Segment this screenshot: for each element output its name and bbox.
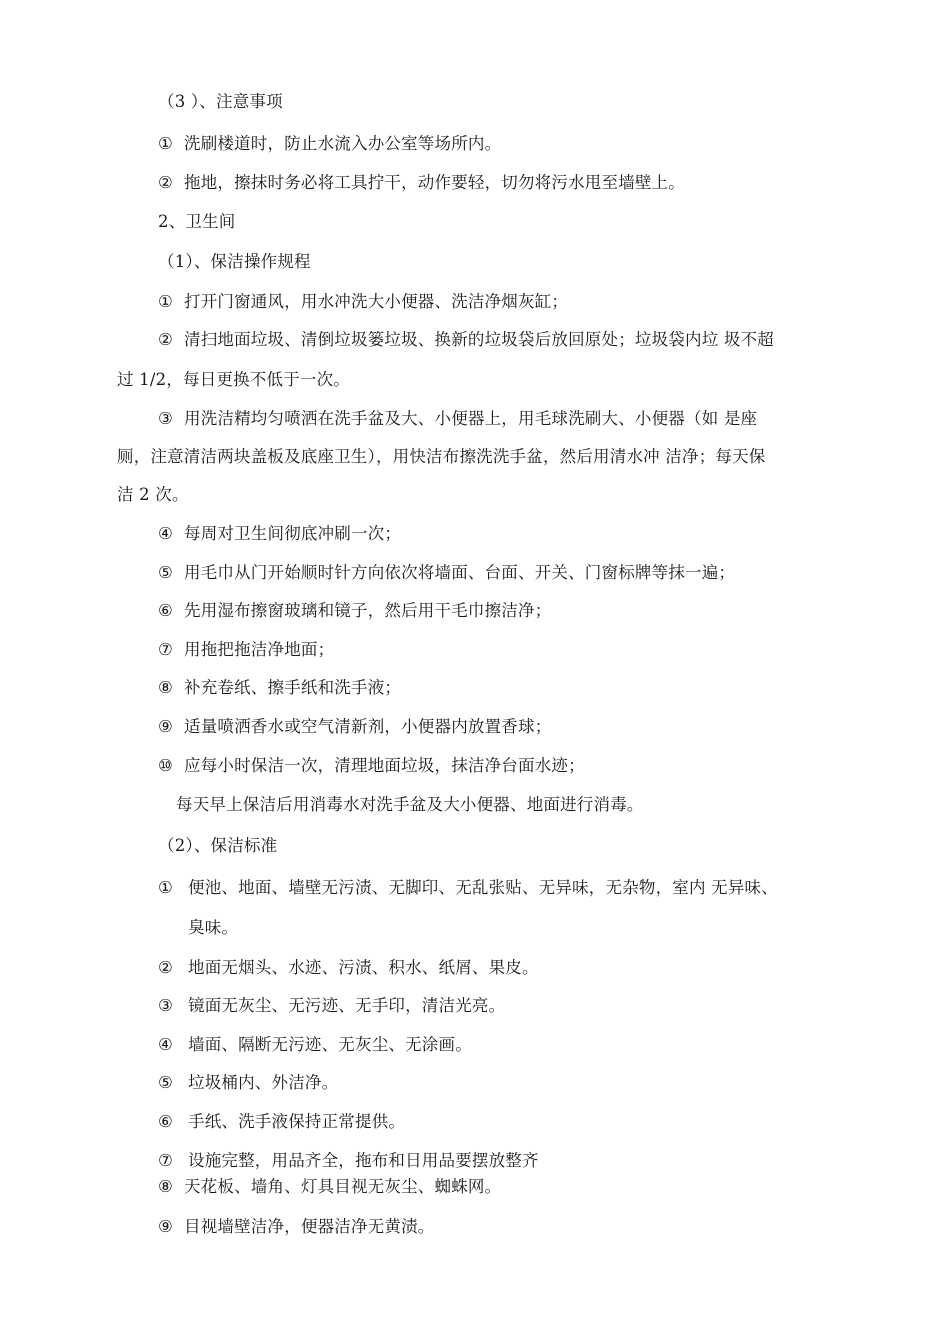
item-text: 洗刷楼道时，防止水流入办公室等场所内。 bbox=[184, 134, 502, 153]
list-item bbox=[158, 996, 505, 1016]
list-item bbox=[158, 1151, 539, 1171]
list-item-continuation: 厕，注意清洁两块盖板及底座卫生），用快洁布擦洗洗手盆，然后用清水冲 洁净；每天保 bbox=[117, 447, 766, 466]
list-item bbox=[158, 1177, 501, 1197]
list-item bbox=[158, 330, 774, 350]
item-text: 目视墙壁洁净，便器洁净无黄渍。 bbox=[184, 1217, 435, 1236]
item-text: 便池、地面、墙壁无污渍、无脚印、无乱张贴、无异味，无杂物，室内 无异味、 bbox=[188, 878, 778, 897]
list-item bbox=[158, 958, 539, 978]
list-item bbox=[158, 134, 501, 154]
list-item bbox=[158, 1112, 405, 1132]
list-item bbox=[158, 1073, 338, 1093]
list-item bbox=[158, 717, 551, 737]
item-marker: ⑧ bbox=[158, 678, 173, 697]
item-marker: ② bbox=[158, 330, 173, 349]
item-marker: ⑥ bbox=[158, 601, 173, 620]
item-marker: ① bbox=[158, 878, 173, 897]
section-heading: （3 ）、注意事项 bbox=[158, 92, 283, 111]
item-marker: ④ bbox=[158, 524, 173, 543]
list-item-continuation: 臭味。 bbox=[188, 918, 239, 937]
item-text: 拖地，擦抹时务必将工具拧干，动作要轻，切勿将污水甩至墙壁上。 bbox=[184, 173, 685, 192]
item-marker: ⑨ bbox=[158, 717, 173, 736]
item-marker: ③ bbox=[158, 996, 173, 1015]
item-marker: ⑦ bbox=[158, 640, 173, 659]
item-text: 墙面、隔断无污迹、无灰尘、无涂画。 bbox=[188, 1035, 472, 1054]
item-marker: ① bbox=[158, 292, 173, 311]
list-item bbox=[158, 1217, 435, 1237]
list-item bbox=[158, 524, 401, 544]
item-marker: ⑩ bbox=[158, 756, 173, 775]
item-marker: ⑨ bbox=[158, 1217, 173, 1236]
list-item bbox=[158, 173, 685, 193]
item-text: 天花板、墙角、灯具目视无灰尘、蜘蛛网。 bbox=[184, 1177, 502, 1196]
sub-heading: （2）、保洁标准 bbox=[158, 836, 278, 855]
list-item bbox=[158, 409, 757, 429]
item-marker: ⑤ bbox=[158, 563, 173, 582]
item-marker: ⑧ bbox=[158, 1177, 173, 1196]
item-marker: ② bbox=[158, 958, 173, 977]
item-text: 用毛巾从门开始顺时针方向依次将墙面、台面、开关、门窗标牌等抹一遍； bbox=[184, 563, 736, 582]
item-marker: ⑦ bbox=[158, 1151, 173, 1170]
list-item bbox=[158, 878, 778, 898]
list-item bbox=[158, 756, 585, 776]
list-item bbox=[158, 292, 568, 312]
section-heading: 2、卫生间 bbox=[158, 212, 236, 231]
list-item bbox=[158, 563, 735, 583]
item-text: 每周对卫生间彻底冲刷一次； bbox=[184, 524, 402, 543]
item-text: 垃圾桶内、外洁净。 bbox=[188, 1073, 339, 1092]
list-item-continuation: 过 1/2，每日更换不低于一次。 bbox=[117, 370, 350, 389]
item-text: 设施完整，用品齐全，拖布和日用品要摆放整齐 bbox=[188, 1151, 539, 1170]
item-marker: ⑤ bbox=[158, 1073, 173, 1092]
item-marker: ⑥ bbox=[158, 1112, 173, 1131]
item-marker: ③ bbox=[158, 409, 173, 428]
list-item bbox=[158, 1035, 472, 1055]
item-marker: ④ bbox=[158, 1035, 173, 1054]
item-text: 适量喷洒香水或空气清新剂，小便器内放置香球； bbox=[184, 717, 552, 736]
item-text: 先用湿布擦窗玻璃和镜子，然后用干毛巾擦洁净； bbox=[184, 601, 552, 620]
item-text: 手纸、洗手液保持正常提供。 bbox=[188, 1112, 406, 1131]
list-item-continuation: 洁 2 次。 bbox=[117, 485, 189, 504]
item-text: 用洗洁精均匀喷洒在洗手盆及大、小便器上，用毛球洗刷大、小便器（如 是座 bbox=[184, 409, 758, 428]
list-item bbox=[158, 640, 334, 660]
item-text: 打开门窗通风，用水冲洗大小便器、洗洁净烟灰缸； bbox=[184, 292, 569, 311]
ops-note: 每天早上保洁后用消毒水对洗手盆及大小便器、地面进行消毒。 bbox=[176, 795, 644, 814]
item-text: 用拖把拖洁净地面； bbox=[184, 640, 335, 659]
list-item bbox=[158, 601, 551, 621]
item-text: 补充卷纸、擦手纸和洗手液； bbox=[184, 678, 402, 697]
item-marker: ① bbox=[158, 134, 173, 153]
list-item bbox=[158, 678, 401, 698]
item-text: 应每小时保洁一次，清理地面垃圾，抹洁净台面水迹； bbox=[184, 756, 585, 775]
item-text: 清扫地面垃圾、清倒垃圾篓垃圾、换新的垃圾袋后放回原处；垃圾袋内垃 圾不超 bbox=[184, 330, 774, 349]
sub-heading: （1）、保洁操作规程 bbox=[158, 252, 311, 271]
item-text: 地面无烟头、水迹、污渍、积水、纸屑、果皮。 bbox=[188, 958, 539, 977]
item-marker: ② bbox=[158, 173, 173, 192]
item-text: 镜面无灰尘、无污迹、无手印，清洁光亮。 bbox=[188, 996, 506, 1015]
